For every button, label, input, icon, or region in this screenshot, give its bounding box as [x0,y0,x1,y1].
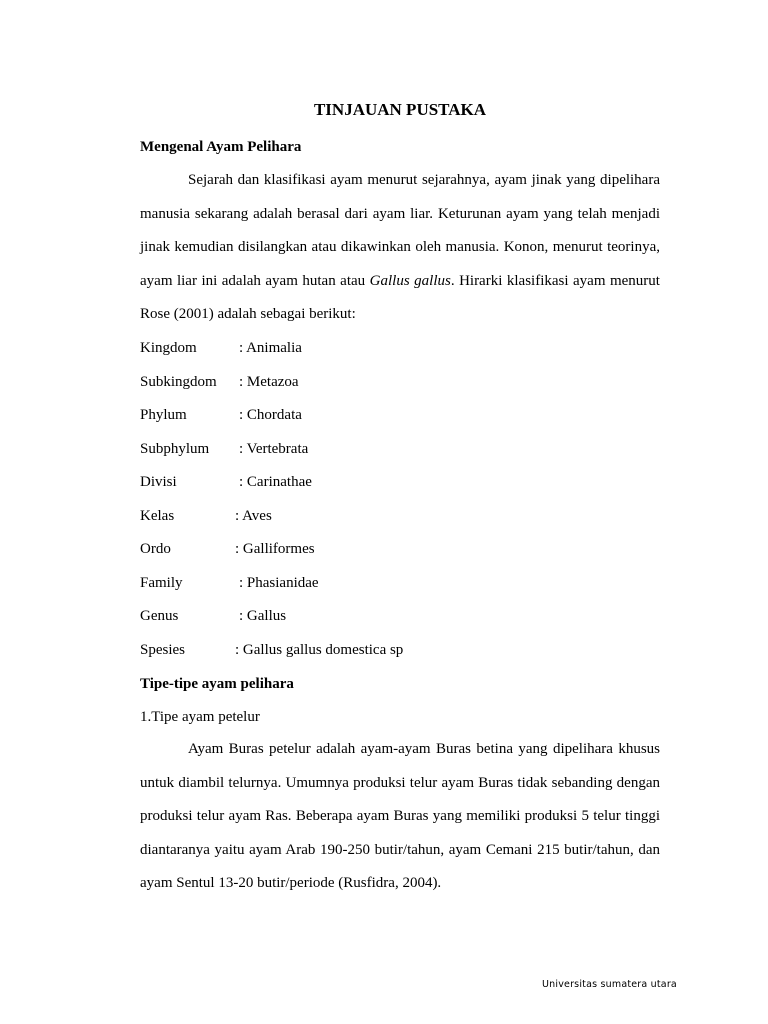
intro-text-part-1: Sejarah dan klasifikasi ayam menurut sejarahnya, ayam jinak yang dipelihara manusia sekarang adalah berasal dari ayam liar. Keturunan ayam yang telah menjadi jinak kemudian disilangkan atau dikawinkan oleh manusia. Konon, menurut teorinya, ayam liar ini adalah ayam hutan atau [140,172,660,289]
taxonomy-value: : Gallus gallus domestica sp [235,642,404,658]
section-heading-tipe-ayam: Tipe-tipe ayam pelihara [140,676,294,692]
taxonomy-value: : Metazoa [239,374,299,390]
section-heading-mengenal-ayam: Mengenal Ayam Pelihara [140,139,302,155]
taxonomy-rank: Subphylum [140,441,210,457]
taxonomy-rank: Kelas [140,508,175,524]
taxonomy-row-subkingdom [140,374,540,394]
taxonomy-row-divisi [140,474,540,494]
page-footer: Universitas sumatera utara [542,979,677,990]
taxonomy-rank: Family [140,575,183,591]
taxonomy-rank: Phylum [140,407,187,423]
intro-text-italic-species: Gallus gallus [369,272,451,289]
petelur-paragraph: Ayam Buras petelur adalah ayam-ayam Buras betina yang dipelihara khusus untuk diambil telurnya. Umumnya produksi telur ayam Buras tidak sebanding dengan produksi telur ayam Ras. Beberapa ayam Buras yang memiliki produksi 5 telur tinggi diantaranya yaitu ayam Arab 190-250 butir/tahun, ayam Cemani 215 butir/tahun, dan ayam Sentul 13-20 butir/periode (Rusfidra, 2004). [140,741,660,891]
taxonomy-row-subphylum [140,441,540,461]
taxonomy-value: : Carinathae [239,474,312,490]
taxonomy-value: : Phasianidae [239,575,319,591]
intro-paragraph [140,164,660,332]
taxonomy-row-kingdom [140,340,540,360]
taxonomy-row-spesies [140,642,540,662]
taxonomy-row-phylum [140,407,540,427]
taxonomy-row-genus [140,608,540,628]
taxonomy-row-kelas [140,508,540,528]
intro-text-part-2: . Hirarki klasifikasi ayam menurut Rose (2001) adalah sebagai berikut: [140,272,660,322]
taxonomy-rank: Divisi [140,474,177,490]
taxonomy-row-family [140,575,540,595]
taxonomy-value: : Vertebrata [239,441,309,457]
taxonomy-value: : Animalia [239,340,302,356]
taxonomy-rank: Genus [140,608,179,624]
taxonomy-rank: Spesies [140,642,185,658]
taxonomy-value: : Gallus [239,608,287,624]
taxonomy-rank: Subkingdom [140,374,217,390]
taxonomy-value: : Galliformes [235,541,315,557]
taxonomy-value: : Aves [235,508,272,524]
taxonomy-row-ordo [140,541,540,561]
page-title: TINJAUAN PUSTAKA [313,100,487,119]
subheading-tipe-petelur: 1.Tipe ayam petelur [140,709,260,725]
taxonomy-rank: Ordo [140,541,171,557]
taxonomy-rank: Kingdom [140,340,197,356]
taxonomy-value: : Chordata [239,407,302,423]
